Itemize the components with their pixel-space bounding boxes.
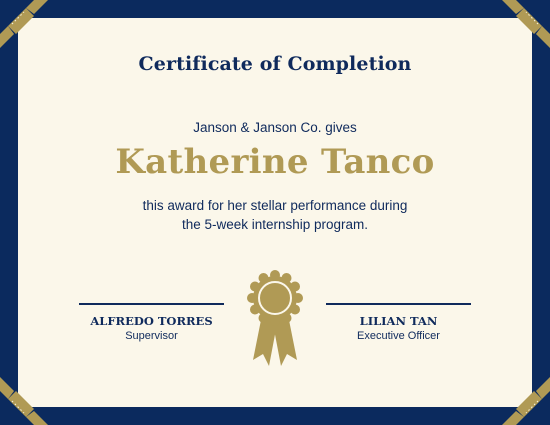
signature-line-left (79, 303, 224, 305)
giver-line: Janson & Janson Co. gives (193, 120, 357, 135)
certificate-title: Certificate of Completion (138, 53, 412, 75)
corner-ornament-top-left-icon (0, 0, 60, 60)
corner-ornament-top-right-icon (490, 0, 550, 60)
signatory-name-left: ALFREDO TORRES (90, 314, 213, 328)
award-description (0, 196, 550, 234)
description-line-2: the 5-week internship program. (181, 217, 369, 232)
corner-ornament-bottom-right-icon (490, 365, 550, 425)
recipient-name: Katherine Tanco (115, 142, 435, 182)
description-line-1: this award for her stellar performance during (142, 198, 408, 213)
signatory-role-right: Executive Officer (357, 330, 440, 342)
corner-ornament-bottom-left-icon (0, 365, 60, 425)
signatory-role-left: Supervisor (125, 330, 178, 342)
award-ribbon-icon (243, 268, 307, 372)
signature-line-right (326, 303, 471, 305)
signatory-name-right: LILIAN TAN (359, 314, 438, 328)
